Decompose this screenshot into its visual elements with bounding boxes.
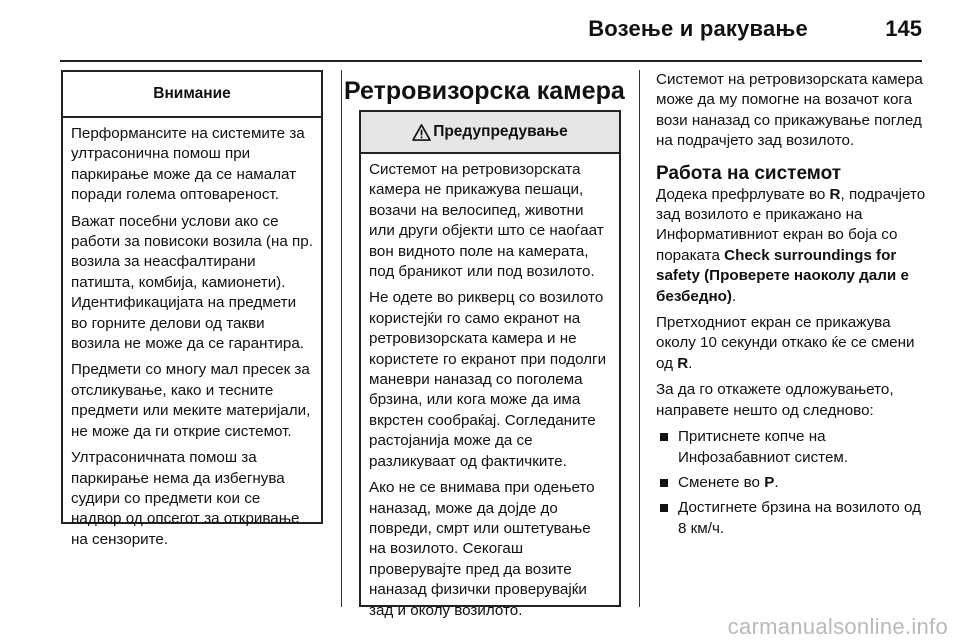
list-item-text: Притиснете копче на Инфозабавниот систем. (678, 428, 849, 466)
list-item (656, 473, 926, 493)
attention-paragraph: Перформансите на системите за ултрасонична помош при паркирање може да се намалат поради голема оптовареност. (71, 125, 305, 204)
attention-body (63, 118, 321, 550)
warning-triangle-icon (412, 124, 431, 141)
attention-paragraph: Важат посебни услови ако се работи за повисоки возила (на пр. возила за неасфалтирани патишта, комбија, камионети). Идентификацијата на предмети во горните делови од такви возила не може да се гарантира. (71, 212, 313, 353)
cancel-intro: За да го откажете одложувањето, направете нешто од следново: (656, 381, 894, 419)
header-rule (60, 60, 922, 62)
attention-heading: Внимание (63, 72, 321, 118)
warning-paragraph: Ако не се внимава при одењето наназад, може да дојде до повреди, смрт или оштетување на возилото. Секогаш проверувајте пред да возите наназад физички проверувајќи зад и околу возилото. (369, 479, 595, 619)
warning-box (359, 110, 621, 619)
bullet-square-icon (660, 504, 668, 512)
watermark: carmanualsonline.info (727, 614, 948, 639)
list-item (656, 427, 926, 468)
warning-heading: Предупредување (433, 123, 568, 140)
gear-r-label: R (677, 354, 689, 372)
text-run: . (731, 287, 737, 305)
attention-box (61, 70, 323, 548)
bullet-square-icon (660, 433, 668, 441)
column-divider-left (341, 70, 342, 607)
attention-paragraph: Ултрасоничната помош за паркирање нема да избегнува судири со предмети кои се надвор од опсегот за откривање на сензорите. (71, 449, 300, 548)
subheading: Работа на системот (656, 162, 842, 184)
right-column (656, 70, 926, 544)
attention-paragraph: Предмети со многу мал пресек за отсликување, како и тесните предмети или меките материјали, не може да ги открие системот. (71, 361, 311, 440)
text-run: . (688, 354, 693, 372)
column-divider-right (639, 70, 640, 607)
text-run: Додека префрлувате во (656, 185, 830, 203)
operation-paragraph (656, 185, 926, 307)
timeout-paragraph (656, 313, 926, 374)
bullet-square-icon (660, 479, 668, 487)
list-item-text: Сменете во (678, 473, 765, 491)
list-item-text: Достигнете брзина на возилото од 8 км/ч. (678, 499, 921, 537)
warning-body (361, 154, 619, 621)
display-message: Check surroundings for safety (Проверете наоколу дали е безбедно) (656, 246, 909, 305)
intro-paragraph: Системот на ретровизорската камера може да му помогне на возачот кога вози наназад со прикажување поглед на подрачјето зад возилото. (656, 71, 923, 150)
list-item-text: . (774, 473, 779, 491)
gear-r-label: R (829, 185, 841, 203)
warning-paragraph: Не одете во рикверц со возилото користејќи го само екранот на ретровизорската камера и не користете го екранот при подолги маневри наназад со поголема брзина, или кога може да има вкрстен сообраќај. Согледаните растојанија може да се разликуваат од фактичките. (369, 289, 607, 470)
header-title: Возење и ракување (588, 16, 808, 41)
page-number: 145 (885, 16, 922, 41)
gear-p-label: P (764, 473, 775, 491)
text-run: , подрачјето зад возилото е прикажано на Информативниот екран во боја со пораката (656, 185, 926, 264)
text-run: Претходниот екран се прикажува околу 10 секунди откако ќе се смени од (656, 314, 915, 372)
list-item (656, 498, 926, 539)
warning-heading-row (361, 112, 619, 154)
section-title: Ретровизорска камера (344, 77, 625, 105)
bullet-list (656, 427, 926, 539)
warning-paragraph: Системот на ретровизорската камера не прикажува пешаци, возачи на велосипед, животни или други објекти што се наоѓаат вон видното поле на камерата, под браникот или под возилото. (369, 161, 604, 281)
